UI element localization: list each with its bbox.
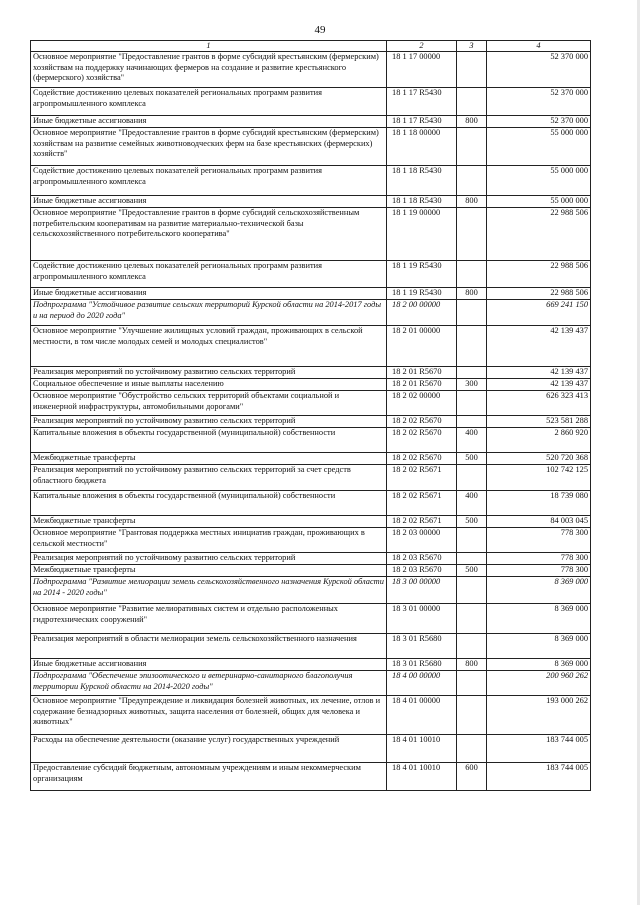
- row-name-cell: Реализация мероприятий по устойчивому развитию сельских территорий: [31, 416, 387, 428]
- row-amount-cell: 8 369 000: [487, 659, 591, 671]
- table-row: [31, 326, 591, 367]
- row-name-cell: Основное мероприятие "Обустройство сельских территорий объектами социальной и инженерной инфраструктуры, автомобильными дорогами": [31, 391, 387, 416]
- row-name-cell: Содействие достижению целевых показателей региональных программ развития агропромышленного комплекса: [31, 261, 387, 288]
- row-name-cell: Реализация мероприятий в области мелиорации земель сельскохозяйственного назначения: [31, 634, 387, 659]
- row-code-cell: 18 1 17 R5430: [387, 88, 457, 116]
- table-row: [31, 391, 591, 416]
- row-amount-cell: 8 369 000: [487, 634, 591, 659]
- row-code-cell: 18 2 02 R5671: [387, 491, 457, 516]
- row-vr-cell: [457, 696, 487, 735]
- row-vr-cell: [457, 300, 487, 326]
- header-cell-code: 2: [387, 41, 457, 52]
- row-vr-cell: [457, 261, 487, 288]
- row-vr-cell: [457, 208, 487, 261]
- table-row: [31, 166, 591, 196]
- row-amount-cell: 669 241 150: [487, 300, 591, 326]
- table-row: [31, 516, 591, 528]
- row-code-cell: 18 4 01 00000: [387, 696, 457, 735]
- row-vr-cell: [457, 604, 487, 634]
- row-amount-cell: 520 720 368: [487, 453, 591, 465]
- row-vr-cell: [457, 88, 487, 116]
- row-amount-cell: 18 739 080: [487, 491, 591, 516]
- row-vr-cell: [457, 128, 487, 166]
- row-code-cell: 18 4 01 10010: [387, 763, 457, 791]
- table-row: [31, 604, 591, 634]
- row-amount-cell: 55 000 000: [487, 166, 591, 196]
- row-amount-cell: 778 300: [487, 553, 591, 565]
- table-row: [31, 491, 591, 516]
- header-cell-amount: 4: [487, 41, 591, 52]
- row-vr-cell: 500: [457, 453, 487, 465]
- row-code-cell: 18 2 00 00000: [387, 300, 457, 326]
- row-vr-cell: [457, 577, 487, 604]
- table-row: [31, 634, 591, 659]
- row-code-cell: 18 2 02 R5670: [387, 416, 457, 428]
- row-code-cell: 18 1 19 R5430: [387, 261, 457, 288]
- row-code-cell: 18 4 00 00000: [387, 671, 457, 696]
- row-code-cell: 18 3 01 R5680: [387, 634, 457, 659]
- row-name-cell: Реализация мероприятий по устойчивому развитию сельских территорий: [31, 367, 387, 379]
- row-vr-cell: 300: [457, 379, 487, 391]
- row-vr-cell: [457, 735, 487, 763]
- table-row: [31, 196, 591, 208]
- row-code-cell: 18 2 03 00000: [387, 528, 457, 553]
- row-amount-cell: 2 860 920: [487, 428, 591, 453]
- row-amount-cell: 183 744 005: [487, 735, 591, 763]
- table-row: [31, 565, 591, 577]
- row-code-cell: 18 1 19 00000: [387, 208, 457, 261]
- row-name-cell: Основное мероприятие "Предоставление грантов в форме субсидий крестьянским (фермерским) хозяйствам на поддержку начинающих фермеров на создание и развитие крестьянского (фермерского) хозяйства": [31, 52, 387, 88]
- row-code-cell: 18 1 18 R5430: [387, 166, 457, 196]
- table-row: [31, 116, 591, 128]
- row-name-cell: Иные бюджетные ассигнования: [31, 659, 387, 671]
- table-row: [31, 52, 591, 88]
- row-amount-cell: 52 370 000: [487, 88, 591, 116]
- row-code-cell: 18 2 02 R5671: [387, 465, 457, 491]
- row-amount-cell: 8 369 000: [487, 577, 591, 604]
- row-vr-cell: 800: [457, 288, 487, 300]
- row-name-cell: Иные бюджетные ассигнования: [31, 288, 387, 300]
- table-row: [31, 416, 591, 428]
- row-code-cell: 18 1 18 00000: [387, 128, 457, 166]
- row-amount-cell: 193 000 262: [487, 696, 591, 735]
- row-vr-cell: 400: [457, 491, 487, 516]
- row-name-cell: Подпрограмма "Развитие мелиорации земель сельскохозяйственного назначения Курской области на 2014 - 2020 годы": [31, 577, 387, 604]
- table-row: [31, 379, 591, 391]
- row-amount-cell: 523 581 288: [487, 416, 591, 428]
- row-name-cell: Межбюджетные трансферты: [31, 453, 387, 465]
- row-amount-cell: 42 139 437: [487, 326, 591, 367]
- row-amount-cell: 8 369 000: [487, 604, 591, 634]
- row-amount-cell: 42 139 437: [487, 367, 591, 379]
- table-row: [31, 288, 591, 300]
- table-row: [31, 367, 591, 379]
- table-row: [31, 88, 591, 116]
- page-number: 49: [314, 24, 326, 36]
- table-row: [31, 128, 591, 166]
- row-vr-cell: [457, 553, 487, 565]
- row-name-cell: Расходы на обеспечение деятельности (оказание услуг) государственных учреждений: [31, 735, 387, 763]
- row-name-cell: Содействие достижению целевых показателей региональных программ развития агропромышленного комплекса: [31, 88, 387, 116]
- table-row: [31, 577, 591, 604]
- table-row: [31, 671, 591, 696]
- row-vr-cell: [457, 671, 487, 696]
- row-vr-cell: 800: [457, 116, 487, 128]
- header-cell-vr: 3: [457, 41, 487, 52]
- table-row: [31, 528, 591, 553]
- table-row: [31, 553, 591, 565]
- row-vr-cell: [457, 166, 487, 196]
- row-name-cell: Основное мероприятие "Улучшение жилищных условий граждан, проживающих в сельской местности, в том числе молодых семей и молодых специалистов": [31, 326, 387, 367]
- table-header-row: [31, 41, 591, 52]
- row-name-cell: Предоставление субсидий бюджетным, автономным учреждениям и иным некоммерческим организациям: [31, 763, 387, 791]
- row-name-cell: Межбюджетные трансферты: [31, 516, 387, 528]
- row-code-cell: 18 2 01 00000: [387, 326, 457, 367]
- row-amount-cell: 22 988 506: [487, 288, 591, 300]
- row-code-cell: 18 3 01 R5680: [387, 659, 457, 671]
- row-amount-cell: 22 988 506: [487, 261, 591, 288]
- row-code-cell: 18 3 01 00000: [387, 604, 457, 634]
- row-vr-cell: [457, 326, 487, 367]
- row-name-cell: Иные бюджетные ассигнования: [31, 116, 387, 128]
- table-row: [31, 453, 591, 465]
- row-code-cell: 18 2 01 R5670: [387, 379, 457, 391]
- table-row: [31, 465, 591, 491]
- table-row: [31, 659, 591, 671]
- row-amount-cell: 183 744 005: [487, 763, 591, 791]
- row-code-cell: 18 1 18 R5430: [387, 196, 457, 208]
- row-code-cell: 18 2 02 R5671: [387, 516, 457, 528]
- row-name-cell: Капитальные вложения в объекты государственной (муниципальной) собственности: [31, 428, 387, 453]
- row-code-cell: 18 2 03 R5670: [387, 553, 457, 565]
- row-name-cell: Основное мероприятие "Предоставление грантов в форме субсидий крестьянским (фермерским) хозяйствам на развитие семейных животноводческих ферм на базе крестьянских (фермерских) хозяйств": [31, 128, 387, 166]
- table-row: [31, 300, 591, 326]
- row-vr-cell: 500: [457, 565, 487, 577]
- row-name-cell: Капитальные вложения в объекты государственной (муниципальной) собственности: [31, 491, 387, 516]
- row-name-cell: Содействие достижению целевых показателей региональных программ развития агропромышленного комплекса: [31, 166, 387, 196]
- row-name-cell: Иные бюджетные ассигнования: [31, 196, 387, 208]
- table-row: [31, 735, 591, 763]
- row-vr-cell: [457, 52, 487, 88]
- row-vr-cell: [457, 416, 487, 428]
- table-row: [31, 261, 591, 288]
- row-code-cell: 18 1 19 R5430: [387, 288, 457, 300]
- table-row: [31, 696, 591, 735]
- row-name-cell: Подпрограмма "Обеспечение эпизоотического и ветеринарно-санитарного благополучия территории Курской области на 2014-2020 годы": [31, 671, 387, 696]
- row-amount-cell: 84 003 045: [487, 516, 591, 528]
- row-vr-cell: [457, 465, 487, 491]
- row-vr-cell: [457, 367, 487, 379]
- row-amount-cell: 626 323 413: [487, 391, 591, 416]
- table-row: [31, 763, 591, 791]
- row-name-cell: Основное мероприятие "Грантовая поддержка местных инициатив граждан, проживающих в сельской местности": [31, 528, 387, 553]
- row-code-cell: 18 1 17 00000: [387, 52, 457, 88]
- row-name-cell: Основное мероприятие "Развитие мелиоративных систем и отдельно расположенных гидротехнических сооружений": [31, 604, 387, 634]
- row-amount-cell: 55 000 000: [487, 196, 591, 208]
- row-name-cell: Межбюджетные трансферты: [31, 565, 387, 577]
- row-vr-cell: [457, 391, 487, 416]
- budget-table: [30, 40, 591, 791]
- row-vr-cell: [457, 634, 487, 659]
- row-amount-cell: 52 370 000: [487, 116, 591, 128]
- row-code-cell: 18 2 02 R5670: [387, 428, 457, 453]
- row-name-cell: Подпрограмма "Устойчивое развитие сельских территорий Курской области на 2014-2017 годы и на период до 2020 года": [31, 300, 387, 326]
- row-amount-cell: 22 988 506: [487, 208, 591, 261]
- row-code-cell: 18 2 03 R5670: [387, 565, 457, 577]
- row-amount-cell: 42 139 437: [487, 379, 591, 391]
- row-vr-cell: 600: [457, 763, 487, 791]
- row-name-cell: Реализация мероприятий по устойчивому развитию сельских территорий: [31, 553, 387, 565]
- row-vr-cell: 400: [457, 428, 487, 453]
- header-cell-name: 1: [31, 41, 387, 52]
- row-amount-cell: 778 300: [487, 565, 591, 577]
- table-row: [31, 208, 591, 261]
- row-amount-cell: 778 300: [487, 528, 591, 553]
- row-amount-cell: 52 370 000: [487, 52, 591, 88]
- row-code-cell: 18 3 00 00000: [387, 577, 457, 604]
- row-code-cell: 18 1 17 R5430: [387, 116, 457, 128]
- row-code-cell: 18 2 02 R5670: [387, 453, 457, 465]
- row-name-cell: Социальное обеспечение и иные выплаты населению: [31, 379, 387, 391]
- row-amount-cell: 55 000 000: [487, 128, 591, 166]
- row-name-cell: Основное мероприятие "Предоставление грантов в форме субсидий сельскохозяйственным потребительским кооперативам на развитие материально-технической базы сельскохозяйственного потребительского кооператива": [31, 208, 387, 261]
- row-name-cell: Реализация мероприятий по устойчивому развитию сельских территорий за счет средств областного бюджета: [31, 465, 387, 491]
- row-amount-cell: 200 960 262: [487, 671, 591, 696]
- row-vr-cell: 800: [457, 196, 487, 208]
- table-row: [31, 428, 591, 453]
- row-code-cell: 18 2 02 00000: [387, 391, 457, 416]
- row-vr-cell: 800: [457, 659, 487, 671]
- row-amount-cell: 102 742 125: [487, 465, 591, 491]
- row-code-cell: 18 4 01 10010: [387, 735, 457, 763]
- row-vr-cell: 500: [457, 516, 487, 528]
- row-code-cell: 18 2 01 R5670: [387, 367, 457, 379]
- row-vr-cell: [457, 528, 487, 553]
- row-name-cell: Основное мероприятие "Предупреждение и ликвидация болезней животных, их лечение, отлов и содержание безнадзорных животных, защита населения от болезней, общих для человека и животных": [31, 696, 387, 735]
